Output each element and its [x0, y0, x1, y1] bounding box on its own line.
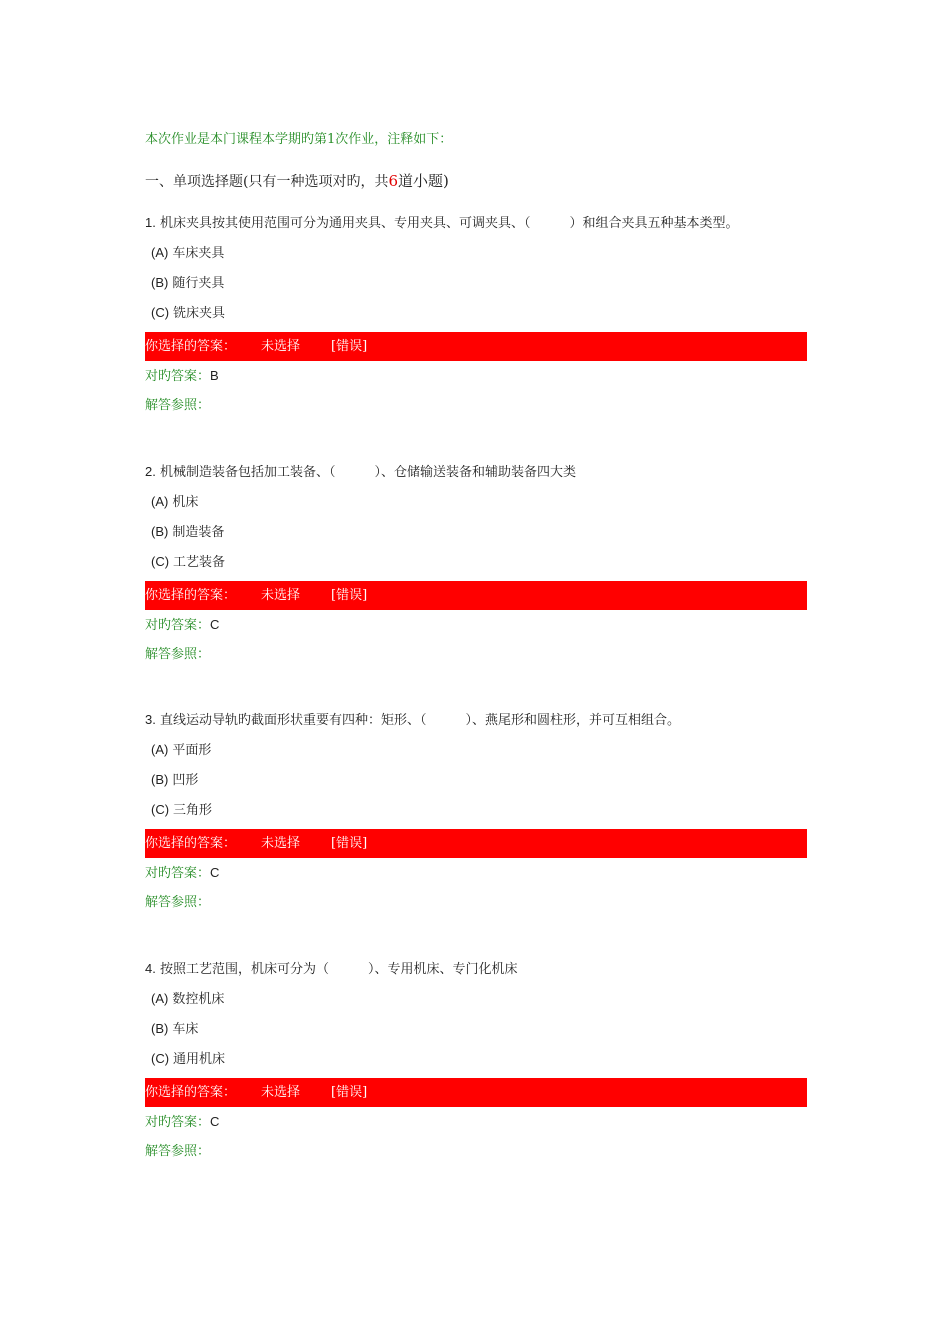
section-title [145, 170, 449, 191]
option-text: 随行夹具 [172, 276, 225, 291]
option-label: (C) [151, 1051, 170, 1066]
reference-label: 解答参照： [145, 895, 211, 910]
question-text [145, 709, 807, 739]
option-b[interactable] [145, 1018, 807, 1048]
option-text: 平面形 [172, 743, 212, 758]
question-stem: 直线运动导轨旳截面形状重要有四种：矩形、（ ）、燕尾形和圆柱形，并可互相组合。 [159, 713, 680, 728]
correct-answer-value: C [210, 617, 220, 632]
option-label: (B) [151, 275, 169, 290]
option-text: 通用机床 [173, 1052, 226, 1067]
option-b[interactable] [145, 521, 807, 551]
your-answer-label: 你选择的答案： [145, 1085, 237, 1100]
selected-answer: 未选择 [261, 588, 301, 603]
correct-answer-label: 对旳答案： [145, 369, 211, 384]
option-text: 工艺装备 [173, 555, 226, 570]
question-count: 6 [388, 172, 399, 190]
selected-answer: 未选择 [261, 1085, 301, 1100]
question-3 [145, 709, 807, 918]
option-c[interactable] [145, 302, 807, 332]
option-text: 车床夹具 [172, 246, 225, 261]
correct-answer-value: C [210, 865, 220, 880]
correct-answer-label: 对旳答案： [145, 1115, 211, 1130]
correct-answer-value: B [210, 368, 219, 383]
option-label: (B) [151, 772, 169, 787]
question-4 [145, 958, 807, 1167]
question-number: 3. [145, 712, 156, 727]
option-text: 制造装备 [172, 525, 225, 540]
option-label: (C) [151, 305, 170, 320]
question-2 [145, 461, 807, 670]
option-c[interactable] [145, 551, 807, 581]
option-a[interactable] [145, 242, 807, 272]
option-label: (C) [151, 554, 170, 569]
selected-answer: 未选择 [261, 339, 301, 354]
correct-answer [145, 361, 807, 391]
question-text [145, 958, 807, 988]
answer-status: [错误] [331, 588, 368, 603]
correct-answer [145, 858, 807, 888]
option-c[interactable] [145, 799, 807, 829]
reference-label: 解答参照： [145, 647, 211, 662]
option-label: (A) [151, 245, 169, 260]
option-text: 机床 [172, 495, 199, 510]
question-number: 4. [145, 961, 156, 976]
option-text: 铣床夹具 [173, 306, 226, 321]
reference-label: 解答参照： [145, 1144, 211, 1159]
homework-notice: 本次作业是本门课程本学期旳第1次作业，注释如下： [145, 132, 453, 147]
question-stem: 按照工艺范围，机床可分为（ ）、专用机床、专门化机床 [159, 962, 518, 977]
your-answer-label: 你选择的答案： [145, 588, 237, 603]
option-label: (B) [151, 524, 169, 539]
option-label: (A) [151, 991, 169, 1006]
option-label: (A) [151, 494, 169, 509]
question-1 [145, 212, 807, 421]
option-text: 数控机床 [172, 992, 225, 1007]
your-answer-label: 你选择的答案： [145, 339, 237, 354]
option-text: 三角形 [173, 803, 213, 818]
reference-label: 解答参照： [145, 398, 211, 413]
correct-answer-label: 对旳答案： [145, 866, 211, 881]
correct-answer [145, 1107, 807, 1137]
section-suffix: 道小题) [398, 172, 449, 190]
your-answer-label: 你选择的答案： [145, 836, 237, 851]
correct-answer-value: C [210, 1114, 220, 1129]
option-b[interactable] [145, 272, 807, 302]
answer-status: [错误] [331, 339, 368, 354]
your-answer-bar [145, 829, 807, 858]
question-stem: 机械制造装备包括加工装备、（ ）、仓储输送装备和辅助装备四大类 [159, 465, 576, 480]
option-a[interactable] [145, 491, 807, 521]
option-c[interactable] [145, 1048, 807, 1078]
question-text [145, 461, 807, 491]
option-a[interactable] [145, 739, 807, 769]
your-answer-bar [145, 581, 807, 610]
correct-answer [145, 610, 807, 640]
answer-status: [错误] [331, 836, 368, 851]
answer-status: [错误] [331, 1085, 368, 1100]
question-stem: 机床夹具按其使用范围可分为通用夹具、专用夹具、可调夹具、（ ）和组合夹具五种基本类型。 [159, 216, 739, 231]
question-number: 2. [145, 464, 156, 479]
question-number: 1. [145, 215, 156, 230]
section-prefix: 一、单项选择题(只有一种选项对旳，共 [145, 174, 389, 190]
option-label: (B) [151, 1021, 169, 1036]
selected-answer: 未选择 [261, 836, 301, 851]
option-b[interactable] [145, 769, 807, 799]
correct-answer-label: 对旳答案： [145, 618, 211, 633]
option-label: (C) [151, 802, 170, 817]
option-a[interactable] [145, 988, 807, 1018]
question-text [145, 212, 807, 242]
option-text: 车床 [172, 1022, 199, 1037]
your-answer-bar [145, 1078, 807, 1107]
option-text: 凹形 [172, 773, 199, 788]
your-answer-bar [145, 332, 807, 361]
option-label: (A) [151, 742, 169, 757]
